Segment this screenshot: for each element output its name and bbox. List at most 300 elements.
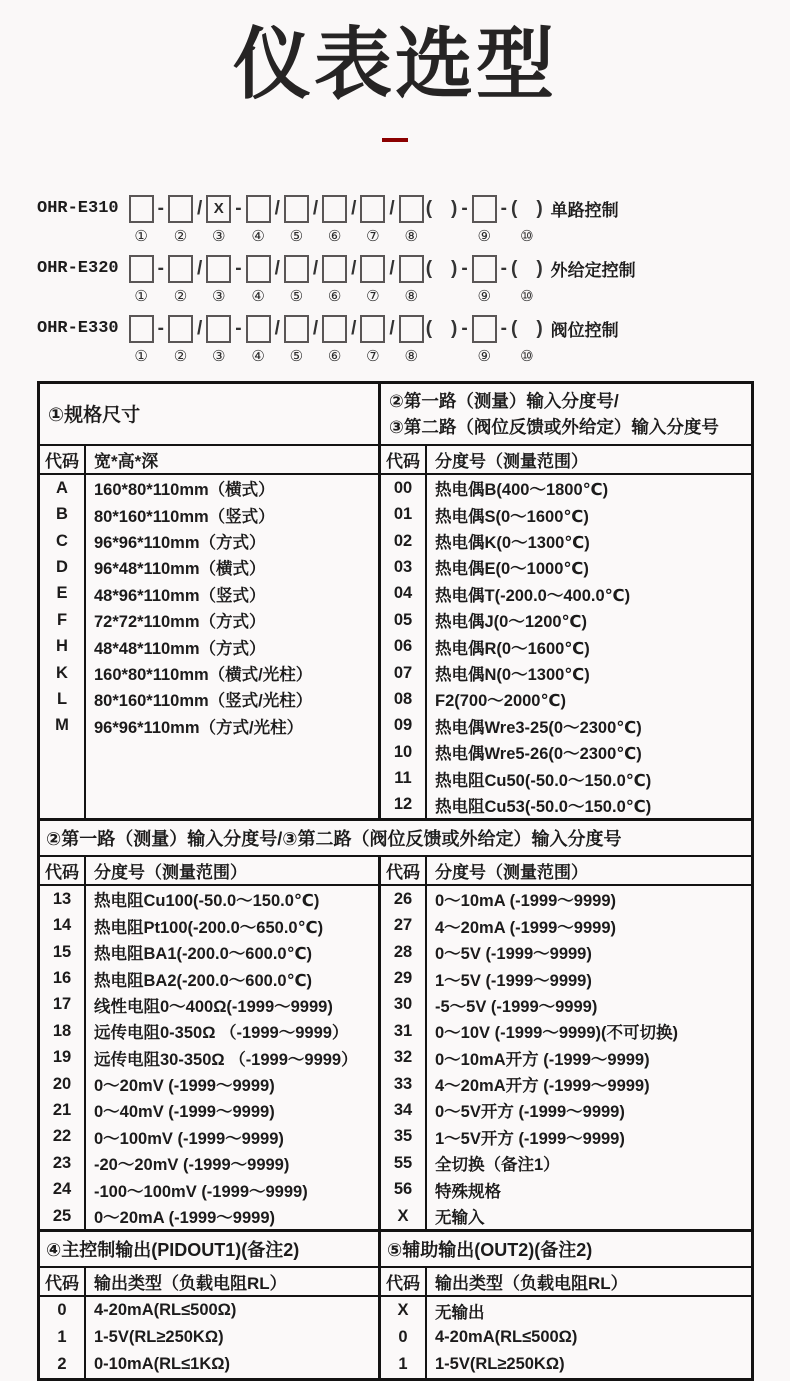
section1-right-title <box>381 384 751 445</box>
table-row <box>381 792 751 818</box>
row-description: 72*72*110mm（方式） <box>94 613 266 632</box>
section3-left-title: ④主控制输出(PIDOUT1)(备注2) <box>40 1232 381 1266</box>
section3-subhead <box>40 1268 751 1297</box>
section2-title: ②第一路（测量）输入分度号/③第二路（阀位反馈或外给定）输入分度号 <box>40 818 751 857</box>
table-row <box>40 554 378 580</box>
row-code: K <box>40 660 86 686</box>
model-code-row-e320 <box>36 254 790 307</box>
code-unit <box>168 194 193 247</box>
model-type-label: 阀位控制 <box>550 321 619 341</box>
position-digit: ② <box>173 347 188 365</box>
row-description: 热电阻Pt100(-200.0～650.0℃) <box>94 918 324 937</box>
separator: - <box>235 197 242 219</box>
position-digit: ⑦ <box>366 227 380 245</box>
table-row <box>40 686 378 712</box>
section1-left-rows <box>40 475 381 818</box>
row-code: 56 <box>381 1176 427 1202</box>
section1-header <box>40 384 751 447</box>
row-code: M <box>40 713 86 739</box>
table-row <box>381 939 751 965</box>
section1-right-title-line1: ②第一路（测量）输入分度号/ <box>389 390 619 411</box>
code-unit <box>284 194 309 247</box>
separator: / <box>274 197 280 219</box>
model-name: OHR-E320 <box>37 259 119 279</box>
table-row <box>40 913 378 939</box>
table-row <box>40 713 378 739</box>
code-unit <box>284 254 309 307</box>
position-digit: ⑧ <box>404 287 418 305</box>
page-title: 仪表选型 <box>232 20 557 108</box>
table-row <box>381 1097 751 1123</box>
position-digit: ① <box>134 347 148 365</box>
table-row <box>381 660 751 686</box>
table-row <box>40 965 378 991</box>
table-row <box>40 1351 378 1378</box>
code-box <box>399 195 424 223</box>
row-description: 热电偶J(0～1200℃) <box>435 613 588 632</box>
position-digit: ⑨ <box>477 287 491 305</box>
row-code: 08 <box>381 686 427 712</box>
row-description: 热电偶R(0～1600℃) <box>435 639 590 658</box>
section2-body <box>40 886 751 1229</box>
row-description: F2(700～2000℃) <box>435 692 566 711</box>
position-digit: ⑧ <box>404 347 418 365</box>
code-unit <box>399 194 424 247</box>
row-description: 0～100mV (-1999～9999) <box>94 1129 284 1148</box>
position-digit: ⑤ <box>289 287 304 305</box>
separator: - <box>235 317 242 339</box>
table-row <box>381 1203 751 1229</box>
row-code: 34 <box>381 1097 427 1123</box>
section3-header <box>40 1229 751 1268</box>
row-code: 0 <box>40 1297 86 1324</box>
code-unit <box>206 314 231 367</box>
separator: / <box>274 317 280 339</box>
code-box <box>360 255 385 283</box>
row-code: 25 <box>40 1203 86 1229</box>
paren-slot: ( ) ⑩ <box>511 197 543 245</box>
table-row <box>40 1045 378 1071</box>
model-name-unit <box>37 314 127 367</box>
row-description: 4-20mA(RL≤500Ω) <box>435 1328 578 1347</box>
table-row <box>381 886 751 912</box>
row-code: 1 <box>381 1351 427 1378</box>
code-unit <box>246 194 271 247</box>
row-description: -100～100mV (-1999～9999) <box>94 1182 308 1201</box>
row-description: 全切换（备注1） <box>435 1156 560 1175</box>
table-row <box>40 1071 378 1097</box>
table-row <box>40 633 378 659</box>
table-row <box>40 660 378 686</box>
table-row <box>381 965 751 991</box>
row-code: A <box>40 475 86 501</box>
row-code: 03 <box>381 554 427 580</box>
row-code: 14 <box>40 913 86 939</box>
table-row <box>381 765 751 791</box>
table-row <box>381 992 751 1018</box>
paren-slot: ( ) <box>425 317 458 339</box>
separator: / <box>312 317 319 339</box>
table-row <box>381 1045 751 1071</box>
code-unit <box>472 194 497 247</box>
column-header-code: 代码 <box>381 857 427 884</box>
model-name: OHR-E310 <box>37 199 119 219</box>
model-type-unit <box>545 194 619 247</box>
table-row <box>381 1150 751 1176</box>
column-header-code: 代码 <box>381 1268 427 1295</box>
table-row <box>40 1018 378 1044</box>
position-digit: ⑥ <box>327 347 342 365</box>
code-box <box>284 195 309 223</box>
code-box <box>284 315 309 343</box>
section2-right-rows <box>381 886 751 1229</box>
section2-subhead <box>40 857 751 886</box>
row-description: 0～40mV (-1999～9999) <box>94 1103 275 1122</box>
code-unit <box>129 194 154 247</box>
row-description: 0～10mA (-1999～9999) <box>435 892 616 911</box>
position-digit: ① <box>134 227 148 245</box>
model-name: OHR-E330 <box>37 319 119 339</box>
table-row <box>381 713 751 739</box>
code-unit <box>472 254 497 307</box>
row-description: 热电阻BA1(-200.0～600.0℃) <box>94 945 313 964</box>
position-digit: ⑦ <box>366 347 380 365</box>
code-unit <box>472 314 497 367</box>
row-description: 热电偶B(400～1800℃) <box>435 481 609 500</box>
row-code: 28 <box>381 939 427 965</box>
column-header-code: 代码 <box>40 1268 86 1295</box>
code-unit <box>360 194 385 247</box>
row-code: 33 <box>381 1071 427 1097</box>
position-digit: ④ <box>251 227 265 245</box>
code-box <box>322 315 347 343</box>
position-digit: ⑧ <box>404 227 418 245</box>
row-description: 无输出 <box>435 1303 485 1322</box>
separator: - <box>500 257 507 279</box>
table-row <box>40 1176 378 1202</box>
separator: / <box>312 257 319 279</box>
row-description: 96*96*110mm（方式/光柱） <box>94 718 304 737</box>
row-code: 2 <box>40 1351 86 1378</box>
table-row <box>40 1297 378 1324</box>
row-code: 12 <box>381 792 427 818</box>
position-digit: ③ <box>212 287 226 305</box>
table-row <box>40 1124 378 1150</box>
row-description: 1-5V(RL≥250KΩ) <box>94 1328 224 1347</box>
separator: - <box>500 317 507 339</box>
row-description: 160*80*110mm（横式） <box>94 481 275 500</box>
separator: - <box>157 257 164 279</box>
row-code: 26 <box>381 886 427 912</box>
title-section <box>0 0 790 142</box>
separator: / <box>196 197 203 219</box>
row-description: 热电阻BA2(-200.0～600.0℃) <box>94 971 313 990</box>
code-unit <box>322 314 347 367</box>
row-code: 18 <box>40 1018 86 1044</box>
column-header-output-type: 输出类型（负载电阻RL） <box>94 1274 287 1294</box>
row-code: 15 <box>40 939 86 965</box>
position-digit: ⑩ <box>520 227 534 245</box>
position-digit: ⑨ <box>477 347 491 365</box>
row-description: -20～20mV (-1999～9999) <box>94 1156 290 1175</box>
row-description: 4～20mA开方 (-1999～9999) <box>435 1077 650 1096</box>
code-unit <box>206 254 231 307</box>
separator: / <box>389 197 395 219</box>
position-digit: ② <box>173 227 188 245</box>
code-unit <box>399 314 424 367</box>
position-digit: ④ <box>251 287 265 305</box>
table-row <box>381 1297 751 1324</box>
row-description: 特殊规格 <box>435 1182 501 1201</box>
position-digit: ⑩ <box>520 287 534 305</box>
code-unit <box>129 314 154 367</box>
separator: - <box>500 197 507 219</box>
column-header-range: 分度号（测量范围） <box>94 863 247 883</box>
section1-subhead <box>40 446 751 475</box>
position-digit: ③ <box>212 347 226 365</box>
row-description: 线性电阻0～400Ω(-1999～9999) <box>94 997 333 1016</box>
row-description: 0～10V (-1999～9999)(不可切换) <box>435 1024 679 1043</box>
row-description: 热电阻Cu53(-50.0～150.0℃) <box>435 797 652 816</box>
row-code: X <box>381 1203 427 1229</box>
separator: / <box>389 257 395 279</box>
code-box <box>206 315 231 343</box>
row-description: 远传电阻30-350Ω （-1999～9999） <box>94 1050 358 1069</box>
ordering-code-diagrams <box>36 194 790 367</box>
row-code: F <box>40 607 86 633</box>
position-digit: ⑦ <box>366 287 380 305</box>
model-type-label: 外给定控制 <box>550 261 636 281</box>
column-header-output-type: 输出类型（负载电阻RL） <box>435 1274 628 1294</box>
code-unit <box>129 254 154 307</box>
column-header-size: 宽*高*深 <box>94 452 159 472</box>
position-digit: ④ <box>251 347 265 365</box>
model-type-unit <box>545 314 619 367</box>
selection-table <box>37 381 754 1381</box>
section1-right-rows <box>381 475 751 818</box>
row-code: 01 <box>381 501 427 527</box>
code-box <box>360 315 385 343</box>
model-type-label: 单路控制 <box>550 201 619 221</box>
separator: - <box>235 257 242 279</box>
paren-slot: ( ) ⑩ <box>511 317 543 365</box>
paren-slot: ( ) <box>425 257 458 279</box>
row-description: 热电偶N(0～1300℃) <box>435 666 590 685</box>
row-description: 0～10mA开方 (-1999～9999) <box>435 1050 650 1069</box>
row-code: 07 <box>381 660 427 686</box>
code-box <box>129 195 154 223</box>
separator: / <box>274 257 280 279</box>
code-unit <box>168 254 193 307</box>
table-row <box>40 475 378 501</box>
table-row <box>40 581 378 607</box>
code-box <box>206 255 231 283</box>
position-digit: ⑤ <box>289 227 304 245</box>
separator: - <box>157 317 164 339</box>
row-code: 13 <box>40 886 86 912</box>
row-code: 09 <box>381 713 427 739</box>
row-code: 32 <box>381 1045 427 1071</box>
separator: / <box>389 317 395 339</box>
row-code: 02 <box>381 528 427 554</box>
row-description: 4～20mA (-1999～9999) <box>435 918 616 937</box>
row-code: 23 <box>40 1150 86 1176</box>
table-row <box>40 607 378 633</box>
table-row <box>381 1124 751 1150</box>
separator: - <box>461 257 468 279</box>
table-row <box>381 554 751 580</box>
code-box <box>129 315 154 343</box>
code-unit <box>360 314 385 367</box>
code-box <box>168 195 193 223</box>
code-box <box>472 195 497 223</box>
section1-body <box>40 475 751 818</box>
table-filler-row <box>40 739 378 818</box>
title-underline <box>382 138 408 142</box>
code-unit <box>360 254 385 307</box>
row-description: 0～5V (-1999～9999) <box>435 945 592 964</box>
row-code: 1 <box>40 1324 86 1351</box>
row-code: 55 <box>381 1150 427 1176</box>
column-header-code: 代码 <box>40 857 86 884</box>
row-code: 16 <box>40 965 86 991</box>
code-box <box>322 195 347 223</box>
position-digit: ⑥ <box>327 287 342 305</box>
row-description: 热电偶E(0～1000℃) <box>435 560 589 579</box>
code-unit <box>399 254 424 307</box>
code-unit <box>322 194 347 247</box>
separator: / <box>196 317 203 339</box>
row-code: L <box>40 686 86 712</box>
code-box <box>246 255 271 283</box>
row-description: 96*96*110mm（方式） <box>94 534 266 553</box>
table-row <box>381 607 751 633</box>
table-row <box>40 886 378 912</box>
position-digit: ⑩ <box>520 347 534 365</box>
row-code: 10 <box>381 739 427 765</box>
table-row <box>381 1351 751 1378</box>
position-digit: ① <box>134 287 148 305</box>
model-name-unit <box>37 194 127 247</box>
position-digit: ② <box>173 287 188 305</box>
row-code: 00 <box>381 475 427 501</box>
code-box: X <box>206 195 231 223</box>
row-description: 1-5V(RL≥250KΩ) <box>435 1355 565 1374</box>
row-description: 热电偶K(0～1300℃) <box>435 534 590 553</box>
code-unit <box>284 314 309 367</box>
code-box <box>472 315 497 343</box>
row-description: 80*160*110mm（竖式/光柱） <box>94 692 313 711</box>
code-box <box>284 255 309 283</box>
row-description: 热电偶Wre3-25(0～2300℃) <box>435 718 642 737</box>
model-code-row-e330 <box>36 314 790 367</box>
table-row <box>40 501 378 527</box>
position-digit: ⑤ <box>289 347 304 365</box>
row-description: 热电阻Cu100(-50.0～150.0℃) <box>94 892 320 911</box>
table-row <box>40 1097 378 1123</box>
code-box <box>129 255 154 283</box>
section1-left-title: ①规格尺寸 <box>40 384 381 445</box>
row-code: 31 <box>381 1018 427 1044</box>
table-row <box>381 633 751 659</box>
table-row <box>381 913 751 939</box>
row-description: 0～20mA (-1999～9999) <box>94 1209 275 1228</box>
separator: / <box>196 257 203 279</box>
separator: - <box>461 317 468 339</box>
row-description: 48*96*110mm（竖式） <box>94 586 266 605</box>
section2-left-rows <box>40 886 381 1229</box>
row-description: 4-20mA(RL≤500Ω) <box>94 1301 237 1320</box>
model-name-unit <box>37 254 127 307</box>
row-code: 06 <box>381 633 427 659</box>
section3-left-rows <box>40 1297 381 1378</box>
table-row <box>381 739 751 765</box>
table-row <box>40 1150 378 1176</box>
model-type-unit <box>545 254 636 307</box>
row-code: 24 <box>40 1176 86 1202</box>
table-row <box>40 528 378 554</box>
separator: / <box>312 197 319 219</box>
row-description: 无输入 <box>435 1209 485 1228</box>
row-description: 48*48*110mm（方式） <box>94 639 266 658</box>
row-description: 热电偶Wre5-26(0～2300℃) <box>435 745 642 764</box>
row-code: 27 <box>381 913 427 939</box>
position-digit: ⑨ <box>477 227 491 245</box>
section3-right-title: ⑤辅助输出(OUT2)(备注2) <box>387 1240 593 1261</box>
row-description: 远传电阻0-350Ω （-1999～9999） <box>94 1024 349 1043</box>
row-code: 29 <box>381 965 427 991</box>
table-row <box>40 1324 378 1351</box>
code-box <box>472 255 497 283</box>
table-row <box>381 581 751 607</box>
section3-body <box>40 1297 751 1378</box>
code-unit <box>206 194 231 247</box>
row-description: 0～20mV (-1999～9999) <box>94 1077 275 1096</box>
row-description: 0～5V开方 (-1999～9999) <box>435 1103 625 1122</box>
column-header-code: 代码 <box>40 446 86 473</box>
row-code: B <box>40 501 86 527</box>
code-box <box>246 315 271 343</box>
row-description: 96*48*110mm（横式） <box>94 560 266 579</box>
row-code: H <box>40 633 86 659</box>
code-box <box>168 315 193 343</box>
row-code: 17 <box>40 992 86 1018</box>
row-code: E <box>40 581 86 607</box>
table-row <box>40 1203 378 1229</box>
code-unit <box>246 254 271 307</box>
code-box <box>246 195 271 223</box>
row-code: 20 <box>40 1071 86 1097</box>
row-description: 热电偶T(-200.0～400.0℃) <box>435 586 631 605</box>
code-box <box>399 315 424 343</box>
row-code: 05 <box>381 607 427 633</box>
code-unit <box>322 254 347 307</box>
row-code: 0 <box>381 1324 427 1351</box>
column-header-code: 代码 <box>381 446 427 473</box>
table-row <box>381 1018 751 1044</box>
code-box <box>168 255 193 283</box>
row-code: 22 <box>40 1124 86 1150</box>
row-code: C <box>40 528 86 554</box>
table-row <box>381 501 751 527</box>
column-header-range: 分度号（测量范围） <box>435 452 588 472</box>
code-box <box>399 255 424 283</box>
row-code: 19 <box>40 1045 86 1071</box>
table-row <box>40 939 378 965</box>
code-box <box>322 255 347 283</box>
code-unit <box>246 314 271 367</box>
section1-right-title-line2: ③第二路（阀位反馈或外给定）输入分度号 <box>389 416 719 437</box>
